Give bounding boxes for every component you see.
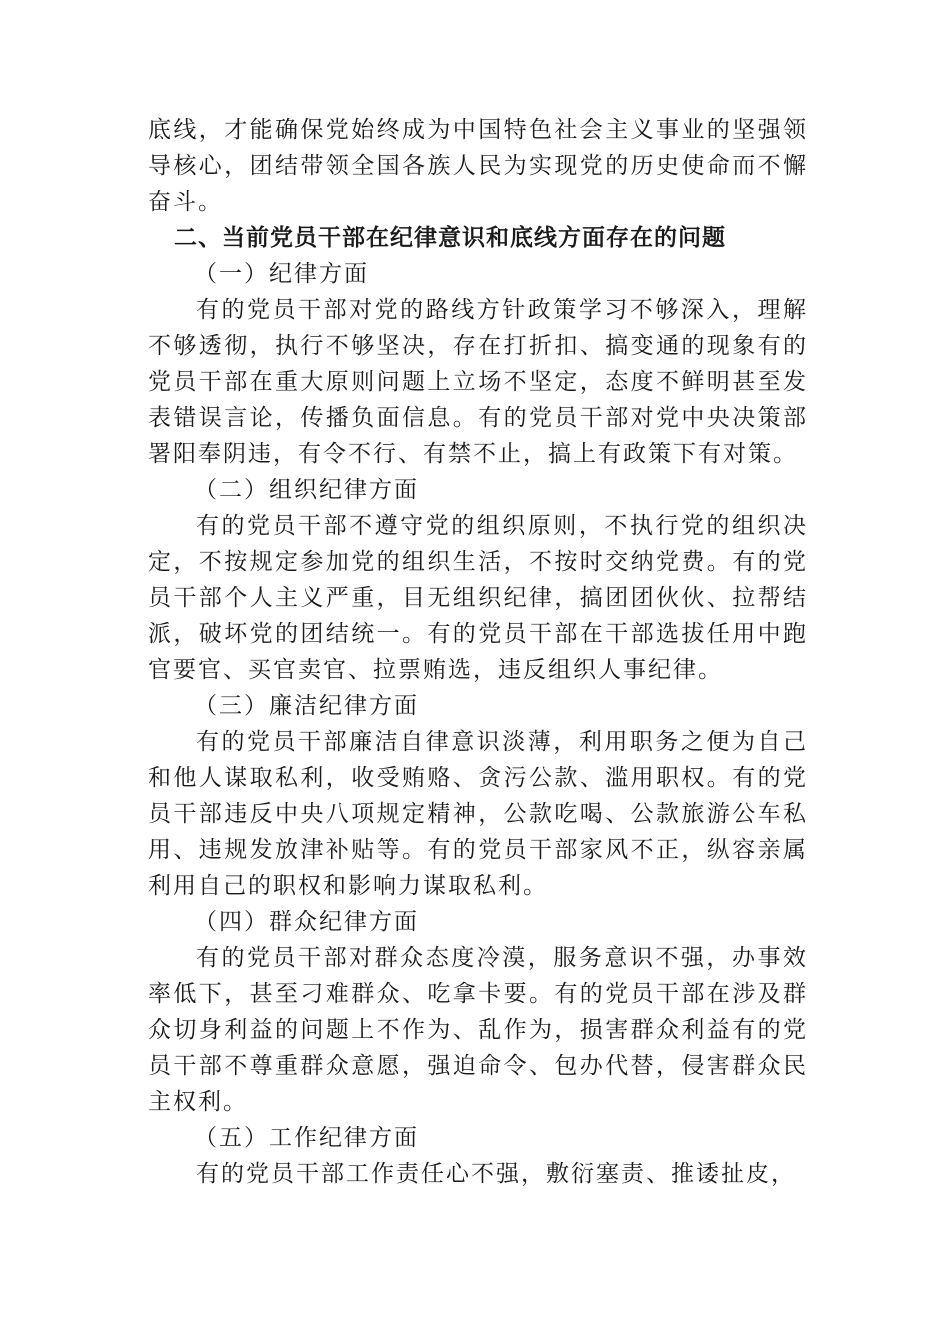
subsection-body-4: 有的党员干部对群众态度冷漠，服务意识不强，办事效率低下，甚至刁难群众、吃拿卡要。有的党员干部在涉及群众切身利益的问题上不作为、乱作为，损害群众利益有的党员干部不尊重群众意愿，强迫命令、包办代替，侵害群众民主权利。 [148,945,808,1115]
subsection-title-3: （三）廉洁纪律方面 [194,693,419,719]
section-heading: 二、当前党员干部在纪律意识和底线方面存在的问题 [174,225,726,251]
subsection-title-2: （二）组织纪律方面 [194,477,419,503]
continuation-paragraph: 底线，才能确保党始终成为中国特色社会主义事业的坚强领导核心，团结带领全国各族人民为实现党的历史使命而不懈奋斗。 [148,117,808,215]
subsection-body-5: 有的党员干部工作责任心不强，敷衍塞责、推诿扯皮， [196,1161,796,1187]
subsection-title-1: （一）纪律方面 [194,261,369,287]
subsection-body-1: 有的党员干部对党的路线方针政策学习不够深入，理解不够透彻，执行不够坚决，存在打折扣、搞变通的现象有的党员干部在重大原则问题上立场不坚定，态度不鲜明甚至发表错误言论，传播负面信息。有的党员干部对党中央决策部署阳奉阴违，有令不行、有禁不止，搞上有政策下有对策。 [148,297,808,467]
subsection-body-2: 有的党员干部不遵守党的组织原则，不执行党的组织决定，不按规定参加党的组织生活，不按时交纳党费。有的党员干部个人主义严重，目无组织纪律，搞团团伙伙、拉帮结派，破坏党的团结统一。有的党员干部在干部选拔任用中跑官要官、买官卖官、拉票贿选，违反组织人事纪律。 [148,513,808,683]
subsection-body-3: 有的党员干部廉洁自律意识淡薄，利用职务之便为自己和他人谋取私利，收受贿赂、贪污公款、滥用职权。有的党员干部违反中央八项规定精神，公款吃喝、公款旅游公车私用、违规发放津补贴等。有的党员干部家风不正，纵容亲属利用自己的职权和影响力谋取私利。 [148,729,808,899]
subsection-title-5: （五）工作纪律方面 [194,1125,419,1151]
document-body [148,112,808,1192]
subsection-title-4: （四）群众纪律方面 [194,909,419,935]
